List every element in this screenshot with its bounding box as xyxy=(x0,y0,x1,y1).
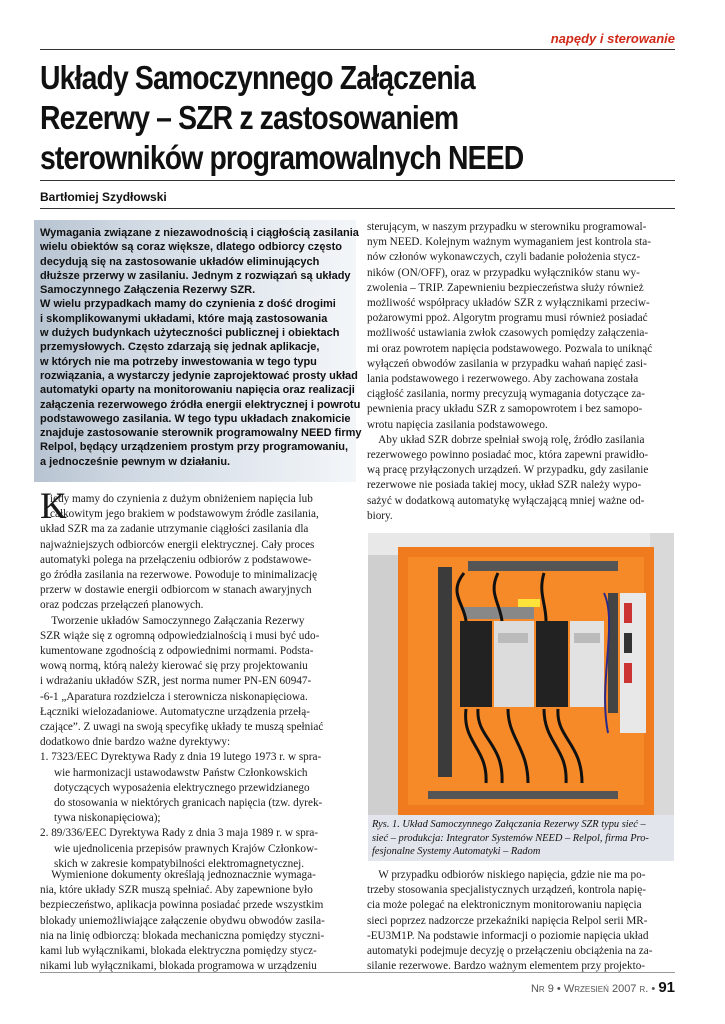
text-line: silanie rezerwowe. Bardzo ważnym elementem przy projekto- xyxy=(367,960,646,973)
text-line: nym NEED. Kolejnym ważnym wymaganiem jest kontrola sta- xyxy=(367,236,651,249)
text-line: oraz podczas przełączeń planowych. xyxy=(40,599,204,612)
text-line: fesjonalne Systemy Automatyki – Radom xyxy=(372,846,541,858)
text-line: kumentowane zgodnością z odpowiednimi normami. Podsta- xyxy=(40,645,314,658)
text-line: kami lub wyłącznikami, blokada elektryczna pomiędzy stycz- xyxy=(40,945,317,958)
text-line: iedy mamy do czynienia z dużym obniżeniem napięcia lub xyxy=(50,493,313,505)
text-line: załączenia rezerwowego źródła energii elektrycznej i powrotu xyxy=(40,398,361,411)
text-line: trzeby stosowania specjalistycznych urządzeń, kontrola napię- xyxy=(367,884,646,897)
body-right-column-upper xyxy=(367,220,677,524)
text-line: najważniejszych odbiorców energii elektrycznej. Cały proces xyxy=(40,538,315,551)
text-line: bezpieczeństwo, aplikacja powinna posiadać przede wszystkim xyxy=(40,899,324,912)
text-line: W przypadku odbiorów niskiego napięcia, gdzie nie ma po- xyxy=(367,869,646,881)
text-line: wielu obiektów są coraz większe, dlatego odbiorcy często xyxy=(40,241,342,254)
text-line: Łączniki wielozadaniowe. Automatyczne urządzenia przełą- xyxy=(40,705,310,718)
author-rule xyxy=(40,208,675,209)
text-line: pewnienia pracy układu SZR z samopowrotem i bez samopo- xyxy=(367,403,643,416)
body-left-column-upper xyxy=(40,486,350,872)
text-line: biory. xyxy=(367,509,393,522)
text-line: Samoczynnego Załączenia Rezerwy SZR. xyxy=(40,284,256,297)
figure-caption xyxy=(372,818,672,859)
text-line: wie ujednolicenia przepisów prawnych Krajów Członkow- xyxy=(40,842,318,855)
text-line: przemysłowych. Często zdarzają się jednak aplikacje, xyxy=(40,341,320,354)
text-line: a jednocześnie pewnym w działaniu. xyxy=(40,455,231,468)
text-line: układ SZR ma za zadanie utrzymanie ciągłości zasilania dla xyxy=(40,523,309,536)
text-line: i wdrażaniu układów SZR, jest norma numer PN-EN 60947- xyxy=(40,675,312,688)
text-line: nikami lub wyłącznikami, blokada programowa w urządzeniu xyxy=(40,960,317,973)
text-line: lania podstawowego i rezerwowego. Aby zachowana została xyxy=(367,373,639,386)
text-line: automatyki oparty na monitorowaniu napięcia oraz realizacji xyxy=(40,384,355,397)
text-line: wą pracę przyłączonych urządzeń. W przypadku, gdy zasilanie xyxy=(367,464,649,477)
text-line: wie harmonizacji ustawodawstw Państw Członkowskich xyxy=(40,766,308,779)
text-line: sterującym, w naszym przypadku w sterowniku programowal- xyxy=(367,221,647,233)
text-line: automatyki podejmuje decyzję o przełączeniu obciążenia na za- xyxy=(367,945,653,958)
footer-separator: • xyxy=(651,983,656,995)
text-line: i skomplikowanymi układami, które mają zastosowania xyxy=(40,312,328,325)
text-line: w dużych budynkach użyteczności publicznej i obiektach xyxy=(40,327,340,340)
text-line: znajduje zastosowanie sterownik programowalny NEED firmy xyxy=(40,427,362,440)
text-line: możliwość ustawiania zwłok czasowych pomiędzy załączenia- xyxy=(367,327,649,340)
text-line: dodatkowo dnie bardzo ważne dyrektywy: xyxy=(40,736,231,749)
footer-separator: • xyxy=(556,983,561,995)
text-line: całkowitym jego brakiem w podstawowym źródle zasilania, xyxy=(50,508,319,521)
text-line: rezerwowego powinno posiadać moc, która zapewni prawidło- xyxy=(367,449,649,462)
text-line: Wymienione dokumenty określają jednoznacznie wymaga- xyxy=(40,869,316,881)
text-line: Wymagania związane z niezawodnością i ciągłością zasilania xyxy=(40,227,359,239)
text-line: wyłączeń obwodów zasilania w przypadku wahań napięć zasi- xyxy=(367,357,647,370)
text-line: możliwość współpracy układów SZR z wyłącznikami przeciw- xyxy=(367,297,650,310)
author-name: Bartłomiej Szydłowski xyxy=(40,190,167,204)
text-line: sieci poprzez nadzorcze przekaźniki napięcia Relpol serii MR- xyxy=(367,914,648,927)
issue-number: Nr 9 xyxy=(530,983,554,995)
footer-rule xyxy=(40,972,675,973)
title-rule xyxy=(40,180,675,181)
figure-photo-szr-cabinet xyxy=(368,533,674,815)
text-line: Rys. 1. Układ Samoczynnego Załączania Rezerwy SZR typu sieć – xyxy=(372,819,646,830)
text-line: dotyczących wyposażenia elektrycznego przewidzianego xyxy=(40,781,310,794)
text-line: 2. 89/336/EEC Dyrektywa Rady z dnia 3 maja 1989 r. w spra- xyxy=(40,827,319,840)
issue-date: Wrzesień 2007 r. xyxy=(563,983,649,995)
text-line: mi oraz powrotem napięcia podstawowego. Pozwala to uniknąć xyxy=(367,342,653,355)
text-line: do stosowania w niektórych granicach napięcia (tzw. dyrek- xyxy=(40,797,323,810)
text-line: SZR wiąże się z ogromną odpowiedzialnością i musi być udo- xyxy=(40,629,320,642)
page-number: 91 xyxy=(658,979,675,996)
text-line: wową normą, którą należy kierować się przy projektowaniu xyxy=(40,660,308,673)
text-line: w których nie ma potrzeby inwestowania w tego typu xyxy=(40,355,317,368)
text-line: rezerwowe nie posiada takiej mocy, układ SZR należy wypo- xyxy=(367,479,642,492)
text-line: wrotu napięcia zasilania podstawowego. xyxy=(367,418,548,431)
body-right-column-lower xyxy=(367,868,677,974)
text-line: ciągłość zasilania, normy precyzują wymagania dotyczące za- xyxy=(367,388,645,401)
text-line: Układy Samoczynnego Załączenia xyxy=(40,59,475,96)
page-footer xyxy=(520,979,675,996)
text-line: ników (ON/OFF), oraz w przypadku wyłączników stanu wy- xyxy=(367,266,640,279)
text-line: podstawowego zasilania. W tego typu układach znakomicie xyxy=(40,412,351,425)
text-line: tywa niskonapięciowa); xyxy=(40,812,161,825)
header-rule xyxy=(40,49,675,50)
text-line: blokady uniemożliwiające załączenie obydwu obwodów zasila- xyxy=(40,914,325,927)
text-line: nia, które układy SZR muszą spełniać. Aby zapewnione było xyxy=(40,884,313,897)
text-line: sieć – produkcja: Integrator Systemów NEED – Relpol, firma Pro- xyxy=(372,832,649,844)
text-line: -EU3M1P. Na podstawie informacji o poziomie napięcia układ xyxy=(367,929,649,942)
text-line: zwolenia – TRIP. Zapewnieniu bezpieczeństwa służy również xyxy=(367,281,644,294)
text-line: decydują się na zastosowanie układów eliminujących xyxy=(40,255,320,268)
text-line: nia na linię odbiorczą: blokada mechaniczna pomiędzy styczni- xyxy=(40,929,325,942)
text-line: nów członów wykonawczych, czyli badanie położenia stycz- xyxy=(367,251,641,264)
text-line: W wielu przypadkach mamy do czynienia z dość drogimi xyxy=(40,298,336,311)
body-left-column-lower xyxy=(40,868,350,974)
lead-paragraph xyxy=(40,226,370,469)
text-line: dłuższe przerwy w zasilaniu. Jednym z rozwiązań są układy xyxy=(40,269,351,282)
text-line: Rezerwy – SZR z zastosowaniem xyxy=(40,99,459,136)
text-line: -6-1 „Aparatura rozdzielcza i sterownicza niskonapięciowa. xyxy=(40,690,308,703)
text-line: przerw w dostawie energii odbiorcom w stanach awaryjnych xyxy=(40,584,312,597)
text-line: Tworzenie układów Samoczynnego Załączania Rezerwy xyxy=(40,614,305,627)
dropcap-letter: K xyxy=(40,486,67,527)
text-line: skich w zakresie kompatybilności elektromagnetycznej. xyxy=(40,857,305,870)
text-line: sterowników programowalnych NEED xyxy=(40,139,524,176)
text-line: automatyki polega na przełączeniu odbiorów z podstawowe- xyxy=(40,553,312,566)
text-line: go źródła zasilania na rezerwowe. Powoduje to minimalizację xyxy=(40,569,318,582)
text-line: Aby układ SZR dobrze spełniał swoją rolę, źródło zasilania xyxy=(367,433,645,446)
text-line: cia może polegać na elektronicznym monitorowaniu napięcia xyxy=(367,899,642,912)
text-line: sażyć w dodatkową automatykę wyłączającą mniej ważne od- xyxy=(367,494,645,507)
text-line: 1. 7323/EEC Dyrektywa Rady z dnia 19 lutego 1973 r. w spra- xyxy=(40,751,322,764)
text-line: czające”. Z uwagi na swoją specyfikę układy te muszą spełniać xyxy=(40,721,324,734)
text-line: Relpol, będący urządzeniem prostym przy programowaniu, xyxy=(40,441,349,454)
text-line: rozwiązania, a wystarczy jedynie zaprojektować prosty układ xyxy=(40,369,358,382)
article-title xyxy=(40,58,590,178)
section-tag: napędy i sterowanie xyxy=(550,31,675,46)
text-line: pożarowymi ppoż. Algorytm programu musi również posiadać xyxy=(367,312,648,325)
